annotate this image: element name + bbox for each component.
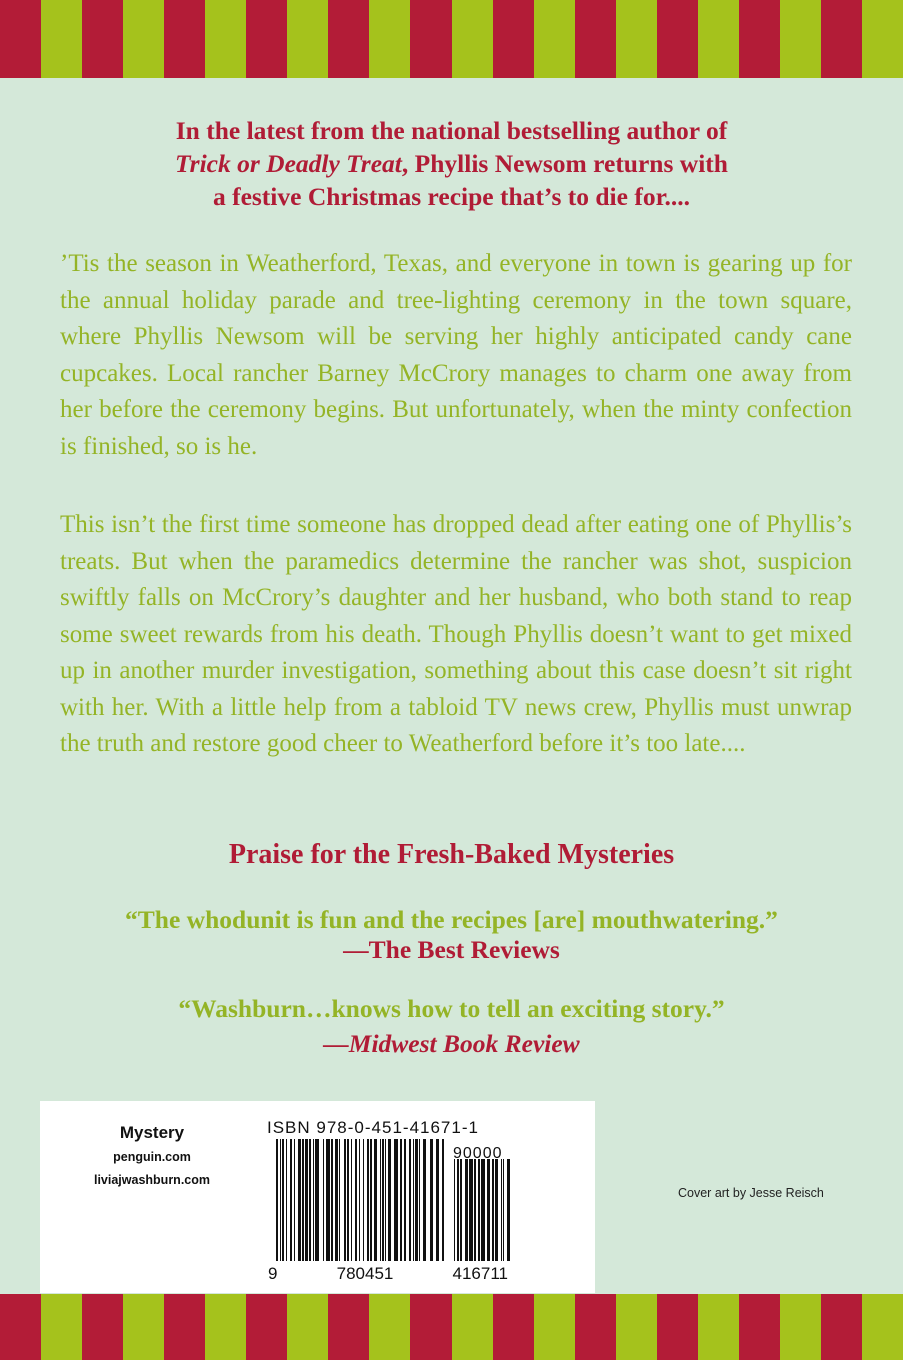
stripe — [123, 0, 164, 78]
stripe — [205, 1294, 246, 1360]
barcode-bar — [282, 1139, 284, 1261]
stripe — [82, 0, 123, 78]
stripe — [246, 0, 287, 78]
stripe — [164, 1294, 205, 1360]
barcode-bar — [394, 1139, 398, 1261]
genre-category: Mystery — [119, 1123, 185, 1142]
stripe — [780, 0, 821, 78]
barcode-bar — [404, 1139, 406, 1261]
barcode-bar — [359, 1139, 360, 1261]
back-cover — [0, 78, 903, 1294]
stripe — [616, 0, 657, 78]
barcode-bar — [380, 1139, 381, 1261]
barcode-bar — [460, 1159, 462, 1261]
stripe — [493, 0, 534, 78]
stripe — [328, 1294, 369, 1360]
hook-line-1: In the latest from the national bestselling author of — [175, 116, 728, 145]
barcode-bar — [309, 1139, 311, 1261]
barcode-bar — [370, 1139, 372, 1261]
stripe — [575, 0, 616, 78]
stripe — [493, 1294, 534, 1360]
stripe — [698, 0, 739, 78]
barcode-bar — [355, 1139, 357, 1261]
barcode-bar — [374, 1139, 377, 1261]
barcode-bar — [363, 1139, 364, 1261]
barcode-digits-right: 416711 — [452, 1264, 508, 1283]
praise-quote-1: “The whodunit is fun and the recipes [are] mouthwatering.” — [125, 905, 778, 934]
barcode-bar — [481, 1159, 485, 1261]
hook-line-3: a festive Christmas recipe that’s to die for.... — [212, 182, 691, 211]
stripe — [821, 1294, 862, 1360]
barcode-bar — [415, 1139, 418, 1261]
barcode-bar — [503, 1159, 504, 1261]
barcode-digit-prefix: 9 — [268, 1264, 278, 1283]
stripe — [41, 1294, 82, 1360]
barcode-bar — [294, 1139, 295, 1261]
barcode-digits — [268, 1264, 508, 1284]
barcode-bar — [385, 1139, 386, 1261]
barcode-bar — [474, 1159, 476, 1261]
barcode-bar — [465, 1159, 468, 1261]
barcode-bar — [436, 1139, 439, 1261]
barcode-bar — [313, 1139, 314, 1261]
barcode-bar — [367, 1139, 369, 1261]
hook-text — [60, 114, 843, 213]
barcode-bar — [478, 1159, 480, 1261]
stripe — [616, 1294, 657, 1360]
barcode-bar — [492, 1159, 494, 1261]
barcode-bar — [331, 1139, 333, 1261]
barcode-digits-left: 780451 — [336, 1264, 394, 1283]
stripe — [287, 1294, 328, 1360]
book-title-reference: Trick or Deadly Treat — [175, 149, 402, 178]
stripe — [369, 1294, 410, 1360]
barcode-bar — [298, 1139, 301, 1261]
barcode-bar — [487, 1159, 490, 1261]
stripe — [780, 1294, 821, 1360]
stripe — [123, 1294, 164, 1360]
stripe — [821, 0, 862, 78]
stripe — [862, 1294, 903, 1360]
barcode-bar — [409, 1139, 411, 1261]
barcode-bar — [419, 1139, 420, 1261]
stripe — [0, 1294, 41, 1360]
stripe — [452, 1294, 493, 1360]
barcode-bar — [344, 1139, 346, 1261]
barcode-bar — [442, 1139, 444, 1261]
top-stripe-border — [0, 0, 903, 78]
barcode-bar — [326, 1139, 330, 1261]
barcode-bar — [339, 1139, 340, 1261]
barcode-bar — [351, 1139, 352, 1261]
stripe — [862, 0, 903, 78]
stripe — [246, 1294, 287, 1360]
stripe — [205, 0, 246, 78]
stripe — [657, 0, 698, 78]
praise-heading: Praise for the Fresh-Baked Mysteries — [228, 839, 675, 870]
barcode-bar — [323, 1139, 324, 1261]
info-box — [40, 1101, 595, 1293]
barcode-bar — [335, 1139, 338, 1261]
praise-source-1: —The Best Reviews — [343, 935, 560, 964]
isbn-label: ISBN 978-0-451-41671-1 — [267, 1118, 479, 1137]
publisher-website: penguin.com — [113, 1150, 191, 1164]
barcode-bar — [276, 1139, 278, 1261]
stripe — [739, 1294, 780, 1360]
stripe — [41, 0, 82, 78]
stripe — [452, 0, 493, 78]
stripe — [328, 0, 369, 78]
stripe — [698, 1294, 739, 1360]
barcode-bar — [347, 1139, 349, 1261]
stripe — [739, 0, 780, 78]
stripe — [82, 1294, 123, 1360]
price-code: 90000 — [453, 1145, 503, 1162]
stripe — [575, 1294, 616, 1360]
stripe — [0, 0, 41, 78]
barcode-bar — [469, 1159, 473, 1261]
barcode-bar — [495, 1159, 498, 1261]
barcode-bar — [423, 1139, 426, 1261]
barcode-bar — [400, 1139, 402, 1261]
barcode-bar — [430, 1139, 433, 1261]
barcode-bar — [454, 1159, 455, 1261]
praise-source-2 — [40, 1028, 863, 1060]
barcode-bar — [286, 1139, 287, 1261]
barcode-bar — [413, 1139, 414, 1261]
praise-source-2-text: —Midwest Book Review — [323, 1029, 580, 1058]
barcode-bar — [457, 1159, 459, 1261]
praise-quote-2: “Washburn…knows how to tell an exciting story.” — [178, 994, 725, 1023]
stripe — [410, 0, 451, 78]
stripe — [369, 0, 410, 78]
barcode-bar — [315, 1139, 319, 1261]
barcode-bar — [507, 1159, 510, 1261]
stripe — [657, 1294, 698, 1360]
stripe — [164, 0, 205, 78]
barcode-bar — [501, 1159, 502, 1261]
stripe — [534, 1294, 575, 1360]
hook-line-2: , Phyllis Newsom returns with — [401, 149, 728, 178]
bottom-stripe-border — [0, 1294, 903, 1360]
barcode-bar — [388, 1139, 391, 1261]
barcode-bar — [305, 1139, 308, 1261]
description-paragraph-1: ’Tis the season in Weatherford, Texas, and everyone in town is gearing up for the annual holiday parade and tree-lighting ceremony in the town square, where Phyllis Newsom will be serving her highly anticipated candy cane cupcakes. Local rancher Barney McCrory manages to charm one away from her before the ceremony begins. But unfortunately, when the minty confection is finished, so is he. — [60, 250, 852, 460]
barcode-bar — [290, 1139, 292, 1261]
barcode-bar — [280, 1139, 281, 1261]
description-paragraph-2: This isn’t the first time someone has dropped dead after eating one of Phyllis’s treats. But when the paramedics determine the rancher was shot, suspicion swiftly falls on McCrory’s daughter and her husband, who both stand to reap some sweet rewards from his death. Though Phyllis doesn’t want to get mixed up in another murder investigation, something about this case doesn’t sit right with her. With a little help from a tabloid TV news crew, Phyllis must unwrap the truth and restore good cheer to Weatherford before it’s too late.... — [60, 511, 852, 757]
author-website: liviajwashburn.com — [93, 1173, 210, 1187]
stripe — [410, 1294, 451, 1360]
cover-art-credit: Cover art by Jesse Reisch — [678, 1186, 824, 1200]
stripe — [287, 0, 328, 78]
stripe — [534, 0, 575, 78]
barcode-bar — [302, 1139, 304, 1261]
barcode-bar — [382, 1139, 384, 1261]
